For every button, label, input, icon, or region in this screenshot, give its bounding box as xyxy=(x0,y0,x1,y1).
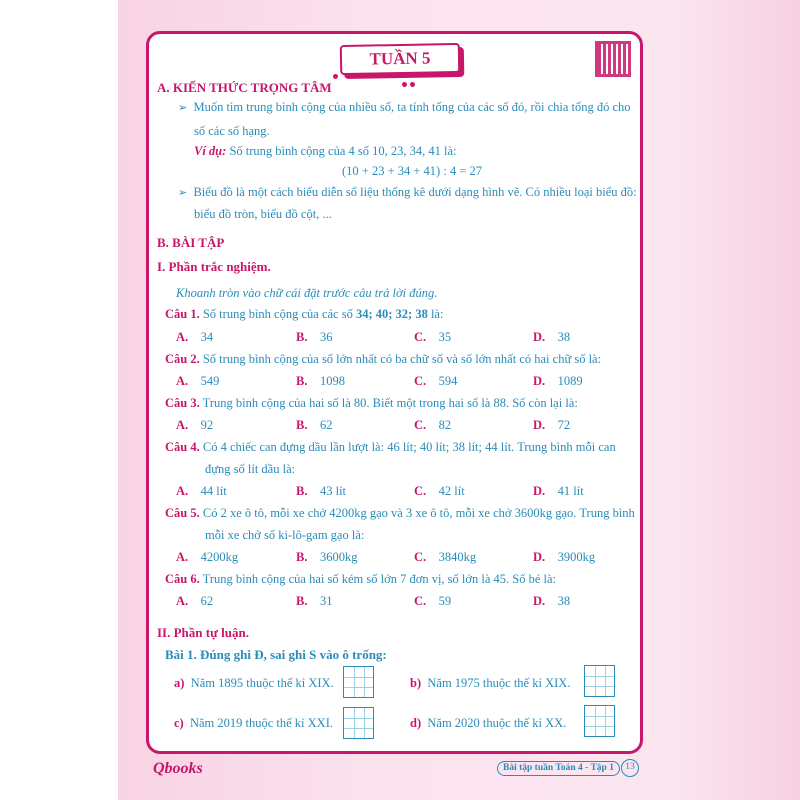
option-letter: C. xyxy=(414,484,427,498)
question-text: Số trung bình cộng của số lớn nhất có ba chữ số và số lớn nhất có hai chữ số là: xyxy=(199,352,602,366)
item-text: Năm 2020 thuộc thế kỉ XX. xyxy=(427,716,567,730)
option-letter: A. xyxy=(176,550,189,564)
item-text: Năm 1975 thuộc thế kỉ XIX. xyxy=(427,676,571,690)
question-tail: là: xyxy=(427,307,444,321)
book-title: Bài tập tuần Toán 4 - Tập 1 xyxy=(497,761,620,776)
week-title: TUẦN 5 xyxy=(340,43,461,75)
item-label: c) xyxy=(174,716,184,730)
question-label: Câu 5. xyxy=(165,506,200,520)
answer-option[interactable] xyxy=(414,417,451,433)
question xyxy=(165,505,635,521)
option-value: 35 xyxy=(438,330,452,344)
answer-option[interactable] xyxy=(176,373,219,389)
question xyxy=(165,306,443,322)
option-letter: B. xyxy=(296,374,308,388)
example-label: Ví dụ: xyxy=(194,144,227,158)
question xyxy=(165,439,616,455)
option-value: 38 xyxy=(557,594,571,608)
publisher-logo: Qbooks xyxy=(153,760,203,777)
question-text: Số trung bình cộng của các số xyxy=(199,307,356,321)
answer-option[interactable] xyxy=(296,329,332,345)
item-label: a) xyxy=(174,676,185,690)
option-letter: D. xyxy=(533,594,546,608)
option-letter: B. xyxy=(296,330,308,344)
option-value: 36 xyxy=(319,330,333,344)
option-value: 34 xyxy=(200,330,214,344)
section-b-heading: B. BÀI TẬP xyxy=(157,235,225,250)
option-letter: C. xyxy=(414,594,427,608)
part-2-heading: II. Phần tự luận. xyxy=(157,625,249,640)
answer-option[interactable] xyxy=(176,329,213,345)
option-letter: C. xyxy=(414,330,427,344)
answer-option[interactable] xyxy=(533,593,570,609)
bullet-text: biểu đồ tròn, biểu đồ cột, ... xyxy=(194,207,332,221)
option-letter: D. xyxy=(533,374,546,388)
answer-option[interactable] xyxy=(533,483,584,499)
option-value: 59 xyxy=(438,594,452,608)
option-value: 31 xyxy=(319,594,333,608)
option-value: 3600kg xyxy=(319,550,358,564)
answer-box[interactable] xyxy=(584,665,615,697)
option-value: 44 lít xyxy=(200,484,227,498)
page-margin xyxy=(0,0,118,800)
answer-option[interactable] xyxy=(533,329,570,345)
arrow-bullet-icon: ➢ xyxy=(178,102,188,114)
answer-option[interactable] xyxy=(414,483,465,499)
question-label: Câu 3. xyxy=(165,396,200,410)
answer-option[interactable] xyxy=(414,549,476,565)
option-letter: B. xyxy=(296,550,308,564)
qr-code-icon xyxy=(595,41,631,77)
bullet-text: Muốn tìm trung bình cộng của nhiều số, ta tính tổng của các số đó, rồi chia tổng đó cho xyxy=(193,100,631,114)
answer-option[interactable] xyxy=(296,483,346,499)
part-1-heading: I. Phần trắc nghiệm. xyxy=(157,259,271,274)
option-value: 62 xyxy=(200,594,214,608)
exercise-1-title: Bài 1. Đúng ghi Đ, sai ghi S vào ô trống: xyxy=(165,647,387,662)
bullet-text: Biểu đồ là một cách biểu diễn số liệu thống kê dưới dạng hình vẽ. Có nhiều loại biểu đồ: xyxy=(193,185,637,199)
option-value: 594 xyxy=(438,374,458,388)
option-letter: A. xyxy=(176,330,189,344)
item-label: b) xyxy=(410,676,422,690)
content-frame xyxy=(146,31,643,754)
question xyxy=(165,395,578,411)
option-value: 41 lít xyxy=(557,484,584,498)
answer-option[interactable] xyxy=(533,549,595,565)
option-value: 38 xyxy=(557,330,571,344)
option-value: 92 xyxy=(200,418,214,432)
answer-option[interactable] xyxy=(176,549,238,565)
question-text: Có 4 chiếc can đựng dầu lần lượt là: 46 lít; 40 lít; 38 lít; 44 lít. Trung bình mỗi can xyxy=(199,440,616,454)
item-text: Năm 1895 thuộc thế kỉ XIX. xyxy=(190,676,334,690)
answer-option[interactable] xyxy=(533,417,570,433)
option-letter: A. xyxy=(176,484,189,498)
question-text: Trung bình cộng của hai số là 80. Biết một trong hai số là 88. Số còn lại là: xyxy=(199,396,578,410)
option-value: 42 lít xyxy=(438,484,465,498)
option-letter: D. xyxy=(533,550,546,564)
option-value: 82 xyxy=(438,418,452,432)
answer-option[interactable] xyxy=(296,417,332,433)
option-letter: B. xyxy=(296,418,308,432)
option-value: 1089 xyxy=(557,374,583,388)
option-value: 1098 xyxy=(319,374,345,388)
option-letter: D. xyxy=(533,330,546,344)
option-letter: B. xyxy=(296,594,308,608)
option-letter: C. xyxy=(414,418,427,432)
arrow-bullet-icon: ➢ xyxy=(178,187,188,199)
page-number: 13 xyxy=(621,759,639,777)
decor-dot xyxy=(402,82,407,87)
question-label: Câu 2. xyxy=(165,352,200,366)
decor-dot xyxy=(333,74,338,79)
answer-option[interactable] xyxy=(176,593,213,609)
answer-box[interactable] xyxy=(584,705,615,737)
question xyxy=(165,571,556,587)
question-text-cont: mỗi xe chở số ki-lô-gam gạo là: xyxy=(205,528,365,542)
question-label: Câu 1. xyxy=(165,307,200,321)
option-letter: D. xyxy=(533,484,546,498)
answer-option[interactable] xyxy=(414,373,457,389)
question-text: Có 2 xe ô tô, mỗi xe chở 4200kg gạo và 3 xe ô tô, mỗi xe chở 3600kg gạo. Trung bình xyxy=(199,506,635,520)
answer-option[interactable] xyxy=(414,329,451,345)
answer-option[interactable] xyxy=(296,549,357,565)
option-letter: A. xyxy=(176,418,189,432)
option-letter: D. xyxy=(533,418,546,432)
question-text-cont: đựng số lít dầu là: xyxy=(205,462,296,476)
answer-box[interactable] xyxy=(343,666,374,698)
decor-dot xyxy=(410,82,415,87)
option-value: 43 lít xyxy=(319,484,347,498)
option-letter: A. xyxy=(176,594,189,608)
option-value: 3840kg xyxy=(438,550,477,564)
answer-option[interactable] xyxy=(296,593,332,609)
option-letter: C. xyxy=(414,374,427,388)
option-value: 4200kg xyxy=(200,550,239,564)
answer-option[interactable] xyxy=(533,373,583,389)
example-formula: (10 + 23 + 34 + 41) : 4 = 27 xyxy=(342,164,482,178)
option-value: 72 xyxy=(557,418,571,432)
answer-option[interactable] xyxy=(296,373,345,389)
section-a-heading: A. KIẾN THỨC TRỌNG TÂM xyxy=(157,80,332,95)
question xyxy=(165,351,601,367)
answer-option[interactable] xyxy=(176,483,227,499)
answer-box[interactable] xyxy=(343,707,374,739)
instruction: Khoanh tròn vào chữ cái đặt trước câu trả lời đúng. xyxy=(176,286,438,300)
question-label: Câu 6. xyxy=(165,572,200,586)
question-text: Trung bình cộng của hai số kém số lớn 7 đơn vị, số lớn là 45. Số bé là: xyxy=(199,572,557,586)
bullet-text: số các số hạng. xyxy=(194,124,270,138)
answer-option[interactable] xyxy=(414,593,451,609)
example-text: Số trung bình cộng của 4 số 10, 23, 34, 41 là: xyxy=(226,144,457,158)
option-value: 62 xyxy=(319,418,333,432)
option-value: 549 xyxy=(200,374,220,388)
option-letter: C. xyxy=(414,550,427,564)
item-label: d) xyxy=(410,716,422,730)
option-letter: A. xyxy=(176,374,189,388)
option-value: 3900kg xyxy=(557,550,596,564)
option-letter: B. xyxy=(296,484,308,498)
item-text: Năm 2019 thuộc thế kỉ XXI. xyxy=(189,716,333,730)
question-label: Câu 4. xyxy=(165,440,200,454)
question-numbers: 34; 40; 32; 38 xyxy=(355,307,428,321)
answer-option[interactable] xyxy=(176,417,213,433)
